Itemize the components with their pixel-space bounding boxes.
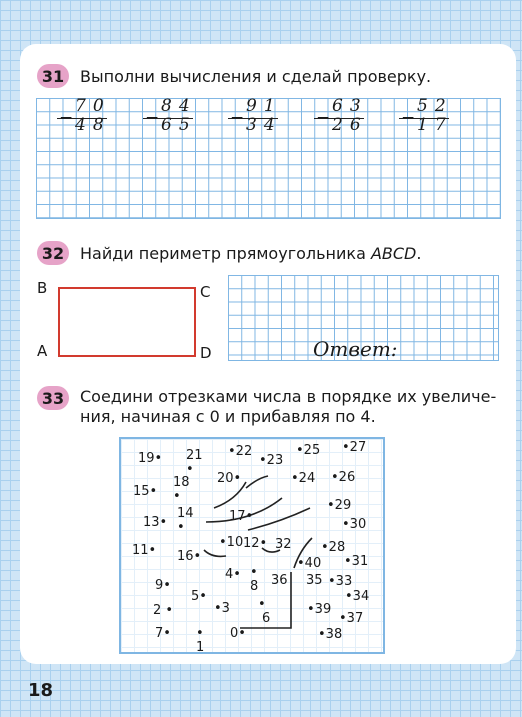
point-11: 11• — [132, 543, 157, 558]
minus-sign: − — [59, 108, 81, 128]
point-40: •40 — [297, 556, 322, 571]
task-33-number: 33 — [37, 386, 69, 410]
page-number: 18 — [28, 680, 54, 701]
point-0: 0• — [230, 626, 246, 641]
point-17: 17• — [229, 509, 254, 524]
minuend: 70 — [75, 96, 111, 116]
point-19: 19• — [138, 451, 163, 466]
minus-sign: − — [316, 108, 338, 128]
vertex-c-label: C — [200, 283, 211, 301]
point-13: 13• — [143, 515, 168, 530]
point-26: •26 — [331, 470, 356, 485]
point-28: •28 — [321, 540, 346, 555]
point-10: •10 — [219, 535, 244, 550]
minus-sign: − — [145, 108, 167, 128]
point-7: 7• — [155, 626, 171, 641]
vertex-b-label: B — [37, 279, 48, 297]
point-33: •33 — [328, 574, 353, 589]
minuend: 91 — [246, 96, 282, 116]
point-29: •29 — [327, 498, 352, 513]
point-12: 12• — [243, 536, 268, 551]
minus-sign: − — [401, 108, 423, 128]
point-8: • 8 — [250, 565, 259, 594]
point-38: •38 — [318, 627, 343, 642]
point-39: •39 — [307, 602, 332, 617]
minuend: 84 — [161, 96, 197, 116]
subtrahend: 17 — [417, 115, 453, 135]
point-1: • 1 — [196, 626, 205, 655]
vertex-a-label: A — [37, 342, 48, 360]
point-27: •27 — [342, 440, 367, 455]
task-32-number: 32 — [37, 241, 69, 265]
point-9: 9• — [155, 578, 171, 593]
point-16: 16• — [177, 549, 202, 564]
task-32-text: Найди периметр прямоугольника ABCD. — [80, 244, 422, 263]
point-14: 14 • — [177, 506, 194, 535]
minuend: 63 — [332, 96, 368, 116]
vertex-d-label: D — [200, 344, 212, 362]
task-31-number: 31 — [37, 64, 69, 88]
point-5: 5• — [191, 589, 207, 604]
point-37: •37 — [339, 611, 364, 626]
point-21: 21 • — [186, 448, 203, 477]
point-22: •22 — [228, 444, 253, 459]
point-24: •24 — [291, 471, 316, 486]
subtrahend: 26 — [332, 115, 368, 135]
task-31-text: Выполни вычисления и сделай проверку. — [80, 67, 432, 86]
subtrahend: 65 — [161, 115, 197, 135]
task-33-text-line2: ния, начиная с 0 и прибавляя по 4. — [80, 407, 376, 426]
point-2: 2 • — [153, 603, 174, 618]
point-3: •3 — [214, 601, 230, 616]
point-15: 15• — [133, 484, 158, 499]
point-35: 35 — [306, 573, 323, 588]
point-31: •31 — [344, 554, 369, 569]
point-18: 18 • — [173, 475, 190, 504]
point-25: •25 — [296, 443, 321, 458]
point-20: 20• — [217, 471, 242, 486]
task-33-text-line1: Соедини отрезками числа в порядке их увеличе- — [80, 387, 497, 406]
subtrahend: 48 — [75, 115, 111, 135]
minuend: 52 — [417, 96, 453, 116]
subtrahend: 34 — [246, 115, 282, 135]
point-30: •30 — [342, 517, 367, 532]
point-32: 32 — [275, 537, 292, 552]
point-34: •34 — [345, 589, 370, 604]
point-6: • 6 — [258, 597, 271, 626]
point-23: •23 — [259, 453, 284, 468]
answer-label: Ответ: — [313, 337, 398, 361]
point-4: 4• — [225, 567, 241, 582]
point-36: 36 — [271, 573, 288, 588]
minus-sign: − — [230, 108, 252, 128]
